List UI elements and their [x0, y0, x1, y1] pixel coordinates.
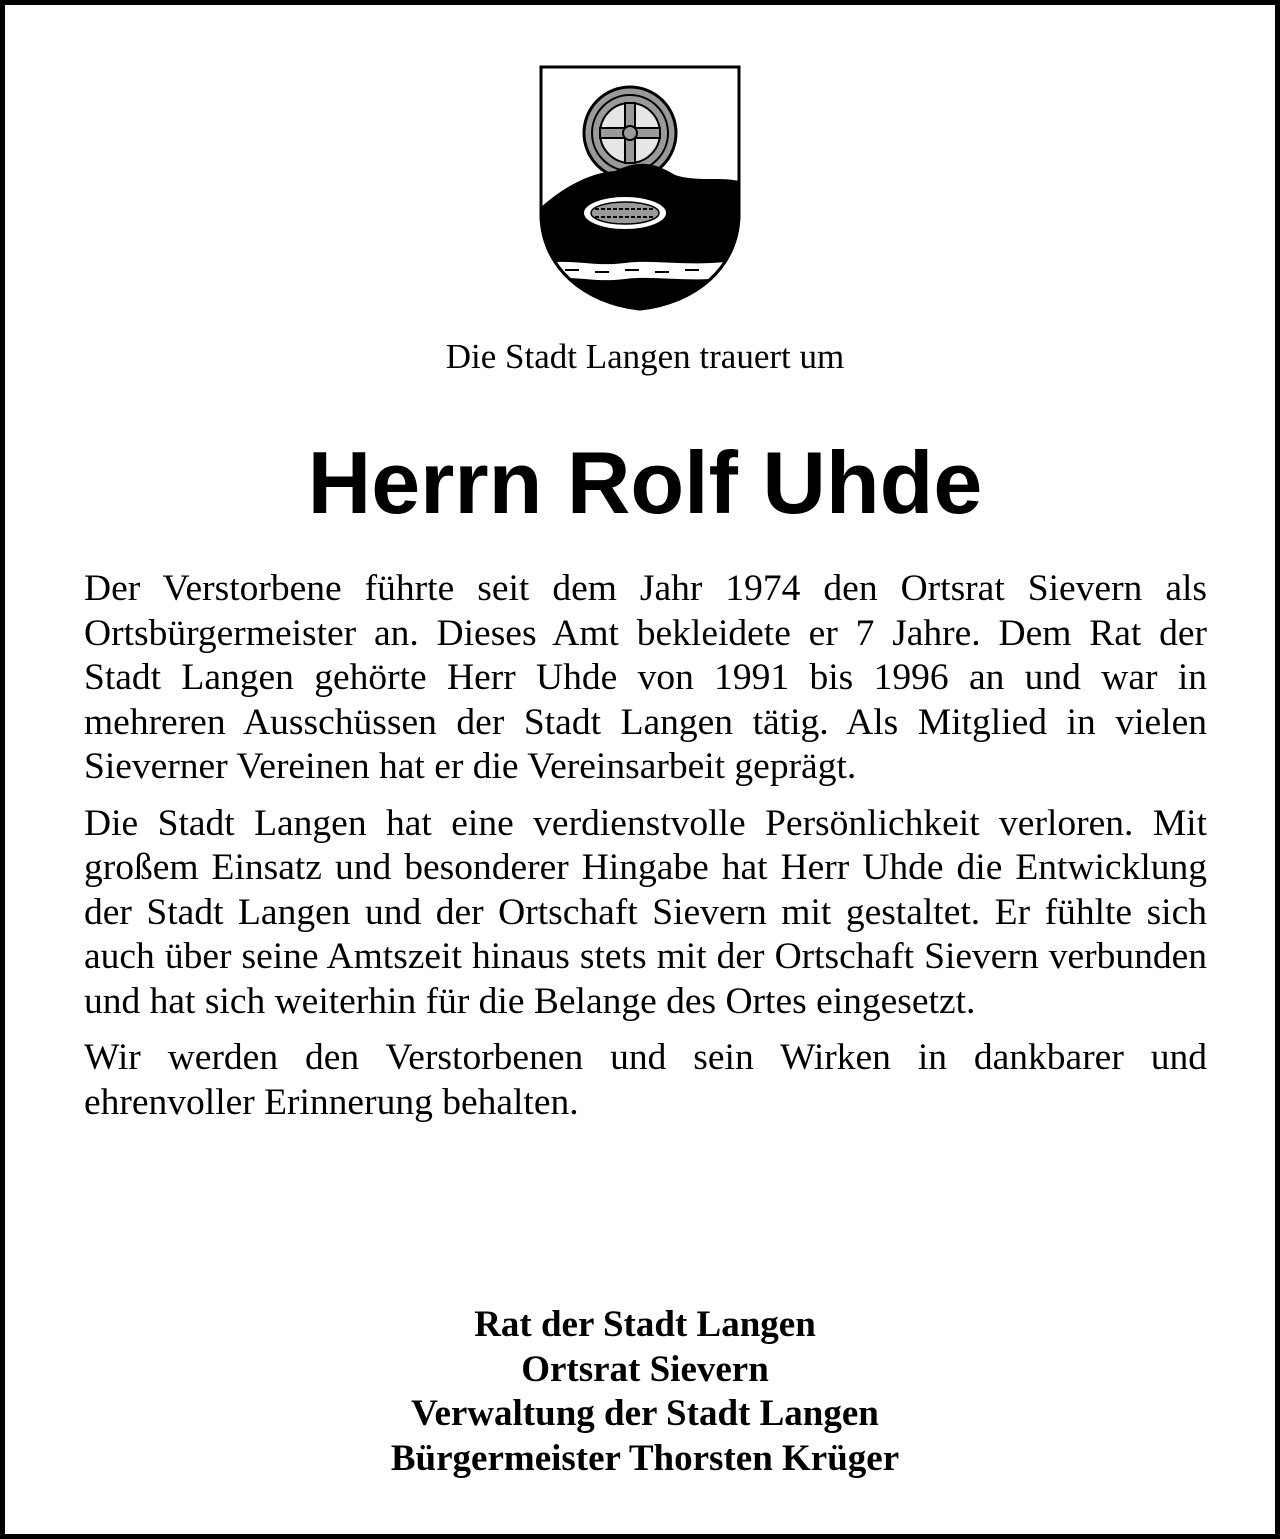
notice-body — [84, 567, 1207, 1137]
plaque-icon — [583, 196, 667, 230]
deceased-name: Herrn Rolf Uhde — [307, 433, 983, 532]
millstone-wheel-icon — [584, 87, 676, 179]
paragraph: Die Stadt Langen hat eine verdienstvolle Persönlichkeit verloren. Mit großem Einsatz und besonderer Hingabe hat Herr Uhde die Entwicklung der Stadt Langen und der Ortschaft Sievern mit gestaltet. Er fühlte sich auch über seine Amtszeit hinaus stets mit der Ortschaft Sievern verbunden und hat sich weiterhin für die Belange des Ortes eingesetzt. — [84, 802, 1207, 1022]
paragraph: Wir werden den Verstorbenen und sein Wirken in dankbarer und ehrenvoller Erinnerung behalten. — [84, 1037, 1207, 1123]
signature-line: Rat der Stadt Langen — [474, 1304, 816, 1345]
intro-line: Die Stadt Langen trauert um — [445, 337, 845, 376]
signature-line: Verwaltung der Stadt Langen — [411, 1393, 879, 1434]
signature-line: Ortsrat Sievern — [521, 1348, 769, 1390]
signature-line: Bürgermeister Thorsten Krüger — [390, 1437, 900, 1479]
paragraph: Der Verstorbene führte seit dem Jahr 1974 den Ortsrat Sievern als Ortsbürgermeister an. Dieses Amt bekleidete er 7 Jahre. Dem Rat der Stadt Langen gehörte Herr Uhde von 1991 bis 1996 an und war in mehreren Ausschüssen der Stadt Langen tätig. Als Mitglied in vielen Sieverner Vereinen hat er die Vereinsarbeit geprägt. — [84, 568, 1207, 787]
signature-block — [5, 1303, 1280, 1481]
coat-of-arms-icon — [535, 63, 745, 313]
